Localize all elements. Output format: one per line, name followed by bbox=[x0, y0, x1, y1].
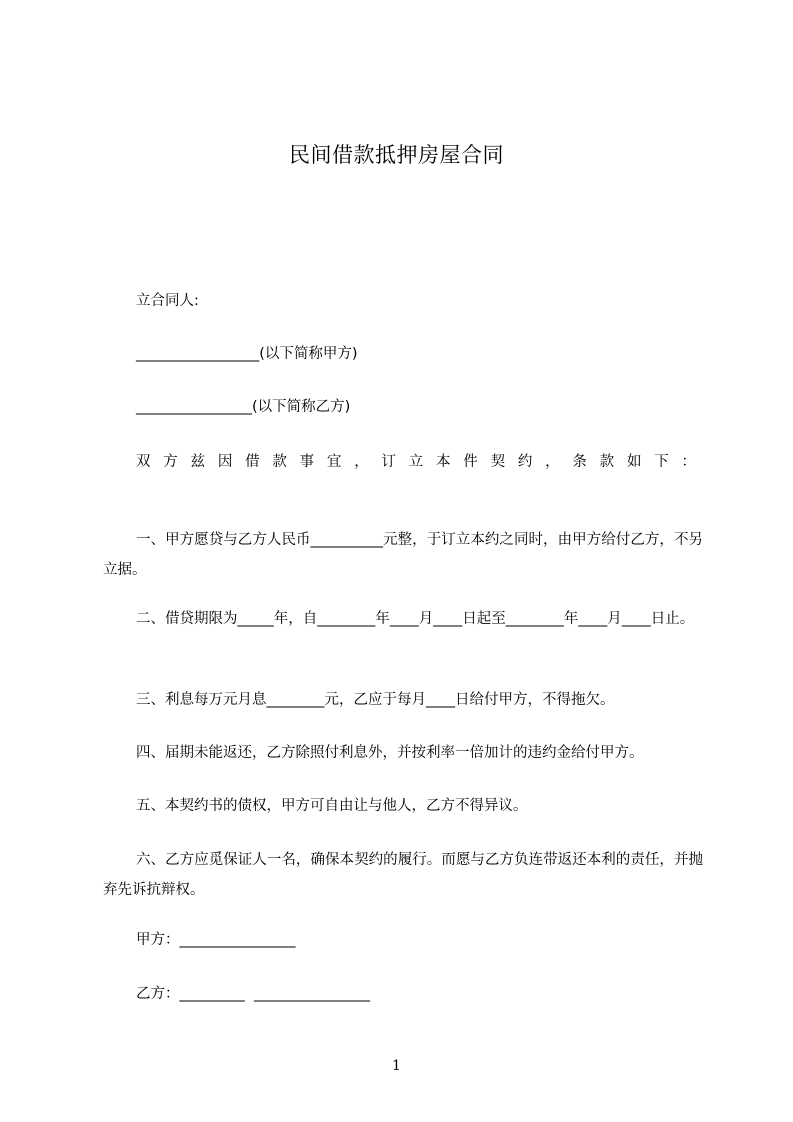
preamble: 双方兹因借款事宜，订立本件契约，条款如下： bbox=[136, 454, 696, 470]
document-title: 民间借款抵押房屋合同 bbox=[289, 143, 504, 167]
party-a-line: _________________(以下简称甲方) bbox=[136, 346, 358, 362]
clause-5: 五、本契约书的债权，甲方可自由让与他人，乙方不得异议。 bbox=[136, 798, 528, 814]
clause-1: 一、甲方愿贷与乙方人民币__________元整，于订立本约之同时，由甲方给付乙方，不另立据。 bbox=[103, 532, 703, 578]
clause-2: 二、借贷期限为_____年，自________年____月____日起至________年____月____日止。 bbox=[136, 611, 695, 627]
signature-party-a: 甲方：________________ bbox=[136, 932, 296, 948]
party-b-line: ________________(以下简称乙方) bbox=[136, 399, 351, 415]
page-number: 1 bbox=[392, 1058, 401, 1074]
parties-label: 立合同人: bbox=[136, 293, 199, 309]
clause-4: 四、届期未能返还，乙方除照付利息外，并按利率一倍加计的违约金给付甲方。 bbox=[136, 745, 644, 761]
signature-party-b: 乙方：_________ ________________ bbox=[136, 986, 370, 1002]
clause-6: 六、乙方应觅保证人一名，确保本契约的履行。而愿与乙方负连带返还本利的责任，并抛弃先诉抗辩权。 bbox=[103, 852, 703, 898]
clause-3: 三、利息每万元月息________元，乙应于每月____日给付甲方，不得拖欠。 bbox=[136, 692, 615, 708]
